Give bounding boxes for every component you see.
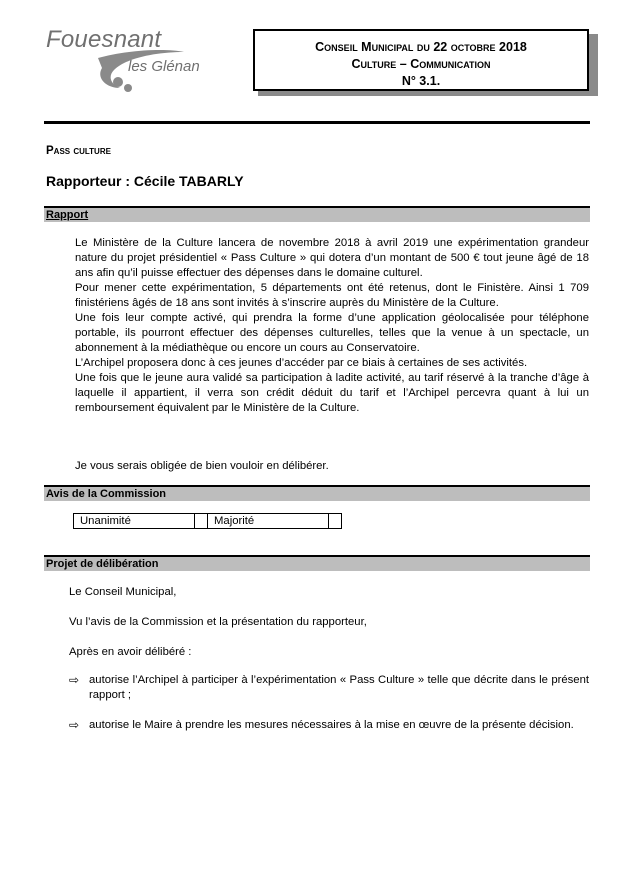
projet-label: Projet de délibération [46,558,159,570]
vote-majorite-label: Majorité [208,514,329,529]
hollow-right-arrow-icon: ⇨ [69,673,80,687]
logo-wordmark-top: Fouesnant [46,26,162,53]
rapporteur: Rapporteur : Cécile TABARLY [46,173,244,189]
deliberation-item [69,673,589,703]
header-line-session: Conseil Municipal du 22 octobre 2018 [315,40,527,54]
header-line-number: N° 3.1. [401,74,441,88]
vote-majorite-box [329,514,342,529]
rapport-paragraph: Une fois leur compte activé, qui prendra la forme d’une application géolocalisée pour téléphone portable, ils pourront effectuer des dépenses culturelles, telles que la venue à un spectacle, un abonnement à la médiathèque ou encore un cours au Conservatoire. [75,312,589,354]
deliberation-apres: Après en avoir délibéré : [69,646,192,658]
fouesnant-logo [46,26,236,96]
header-box [253,29,589,91]
header-line-theme: Culture – Communication [351,57,491,71]
projet-bar [44,555,590,571]
avis-bar [44,485,590,501]
section-title: Pass culture [46,145,111,157]
deliberation-item-text: autorise le Maire à prendre les mesures nécessaires à la mise en œuvre de la présente décision. [89,719,574,731]
deliberation-item-text: autorise l’Archipel à participer à l’expérimentation « Pass Culture » telle que décrite dans le présent rapport ; [89,674,589,701]
rapport-body [75,236,589,416]
vote-table [73,513,342,529]
logo-wordmark-bottom: les Glénan [128,58,200,75]
vote-unanimite-label: Unanimité [74,514,195,529]
rapport-paragraph: Pour mener cette expérimentation, 5 départements ont été retenus, dont le Finistère. Ainsi 1 709 finistériens âgés de 18 ans sont invités à s’inscrire auprès du Ministère de la Culture. [75,282,589,309]
avis-label: Avis de la Commission [46,488,167,500]
vote-unanimite-box [195,514,208,529]
deliberation-vu: Vu l’avis de la Commission et la présentation du rapporteur, [69,616,367,628]
rapport-paragraph: Une fois que le jeune aura validé sa participation à ladite activité, au tarif réservé à la tranche d’âge à laquelle il appartient, il verra son crédit déduit du tarif et l’Archipel percevra quant à lui un remboursement équivalent par le Ministère de la Culture. [75,372,589,414]
deliberation-item [69,718,589,733]
rapport-label: Rapport [46,209,89,221]
rapport-bar [44,206,590,222]
rapport-conclusion: Je vous serais obligée de bien vouloir en délibérer. [75,460,329,472]
header-divider [44,121,590,124]
hollow-right-arrow-icon: ⇨ [69,718,80,732]
rapport-paragraph: L’Archipel proposera donc à ces jeunes d’accéder par ce biais à certaines de ses activités. [75,357,528,369]
deliberation-conseil: Le Conseil Municipal, [69,586,177,598]
rapport-paragraph: Le Ministère de la Culture lancera de novembre 2018 à avril 2019 une expérimentation grandeur nature du projet présidentiel « Pass Culture » qui dotera d’un montant de 500 € tout jeune âgé de 18 ans afin qu’il puisse effectuer des dépenses dans le domaine culturel. [75,237,589,279]
